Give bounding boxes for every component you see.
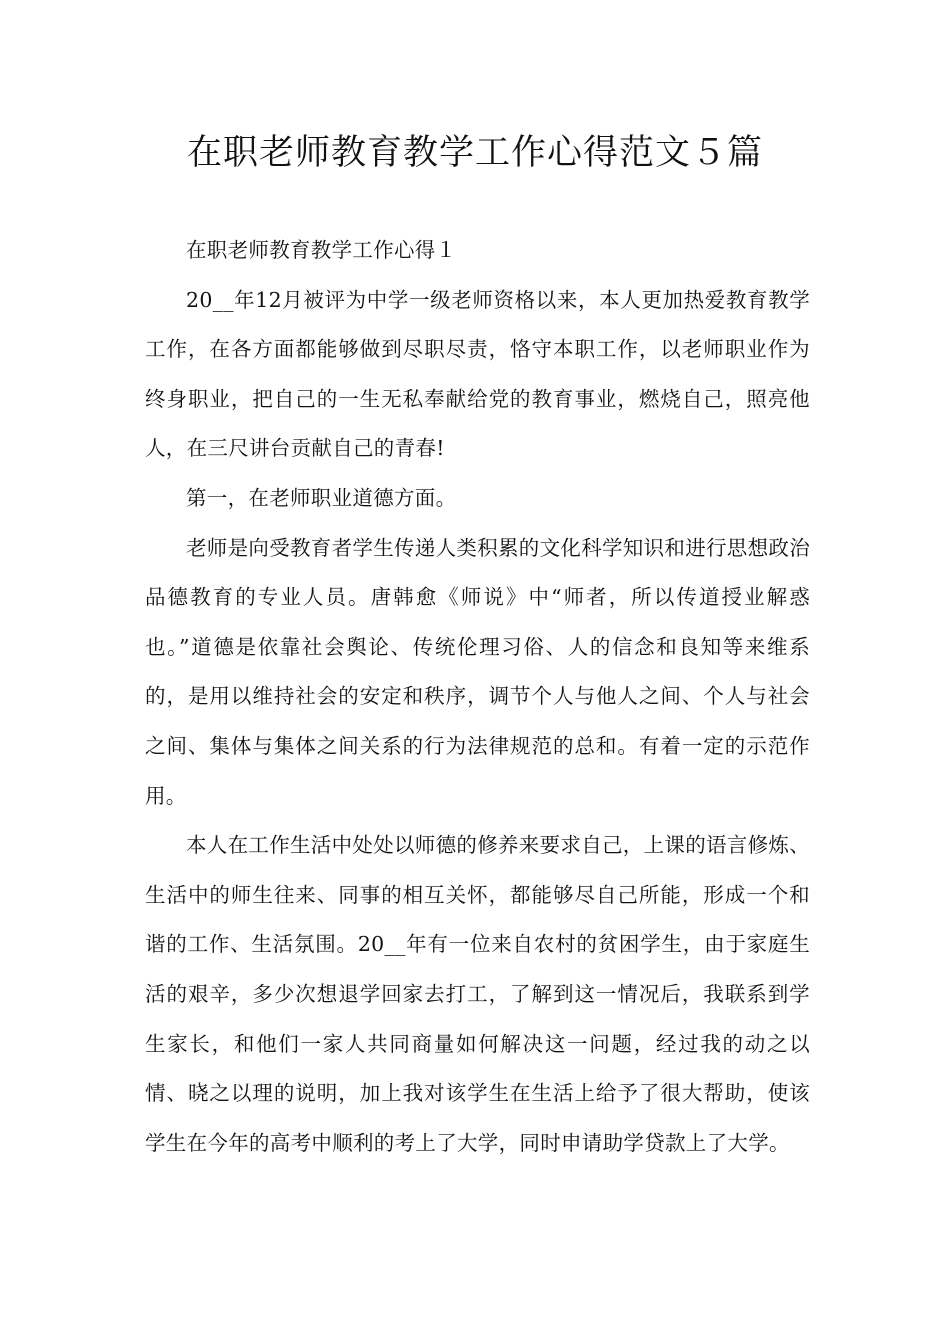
section-heading: 在职老师教育教学工作心得１ [186, 238, 457, 262]
document-body [145, 226, 810, 1168]
paragraph-heading: 第一，在老师职业道德方面。 [186, 485, 457, 510]
paragraph: 老师是向受教育者学生传递人类积累的文化科学知识和进行思想政治品德教育的专业人员。唐韩愈《师说》中“师者，所以传道授业解惑也。”道德是依靠社会舆论、传统伦理习俗、人的信念和良知等来维系的，是用以维持社会的安定和秩序，调节个人与他人之间、个人与社会之间、集体与集体之间关系的行为法律规范的总和。有着一定的示范作用。 [145, 535, 810, 808]
paragraph: 本人在工作生活中处处以师德的修养来要求自己，上课的语言修炼、生活中的师生往来、同事的相互关怀，都能够尽自己所能，形成一个和谐的工作、生活氛围。20__年有一位来自农村的贫困学生，由于家庭生活的艰辛，多少次想退学回家去打工，了解到这一情况后，我联系到学生家长，和他们一家人共同商量如何解决这一问题，经过我的动之以情、晓之以理的说明，加上我对该学生在生活上给予了很大帮助，使该学生在今年的高考中顺利的考上了大学，同时申请助学贷款上了大学。 [145, 833, 810, 1155]
document-title: 在职老师教育教学工作心得范文５篇 [186, 133, 763, 173]
paragraph: 20__年12月被评为中学一级老师资格以来，本人更加热爱教育教学工作，在各方面都能够做到尽职尽责，恪守本职工作，以老师职业作为终身职业，把自己的一生无私奉献给党的教育事业，燃烧自己，照亮他人，在三尺讲台贡献自己的青春! [145, 287, 810, 461]
